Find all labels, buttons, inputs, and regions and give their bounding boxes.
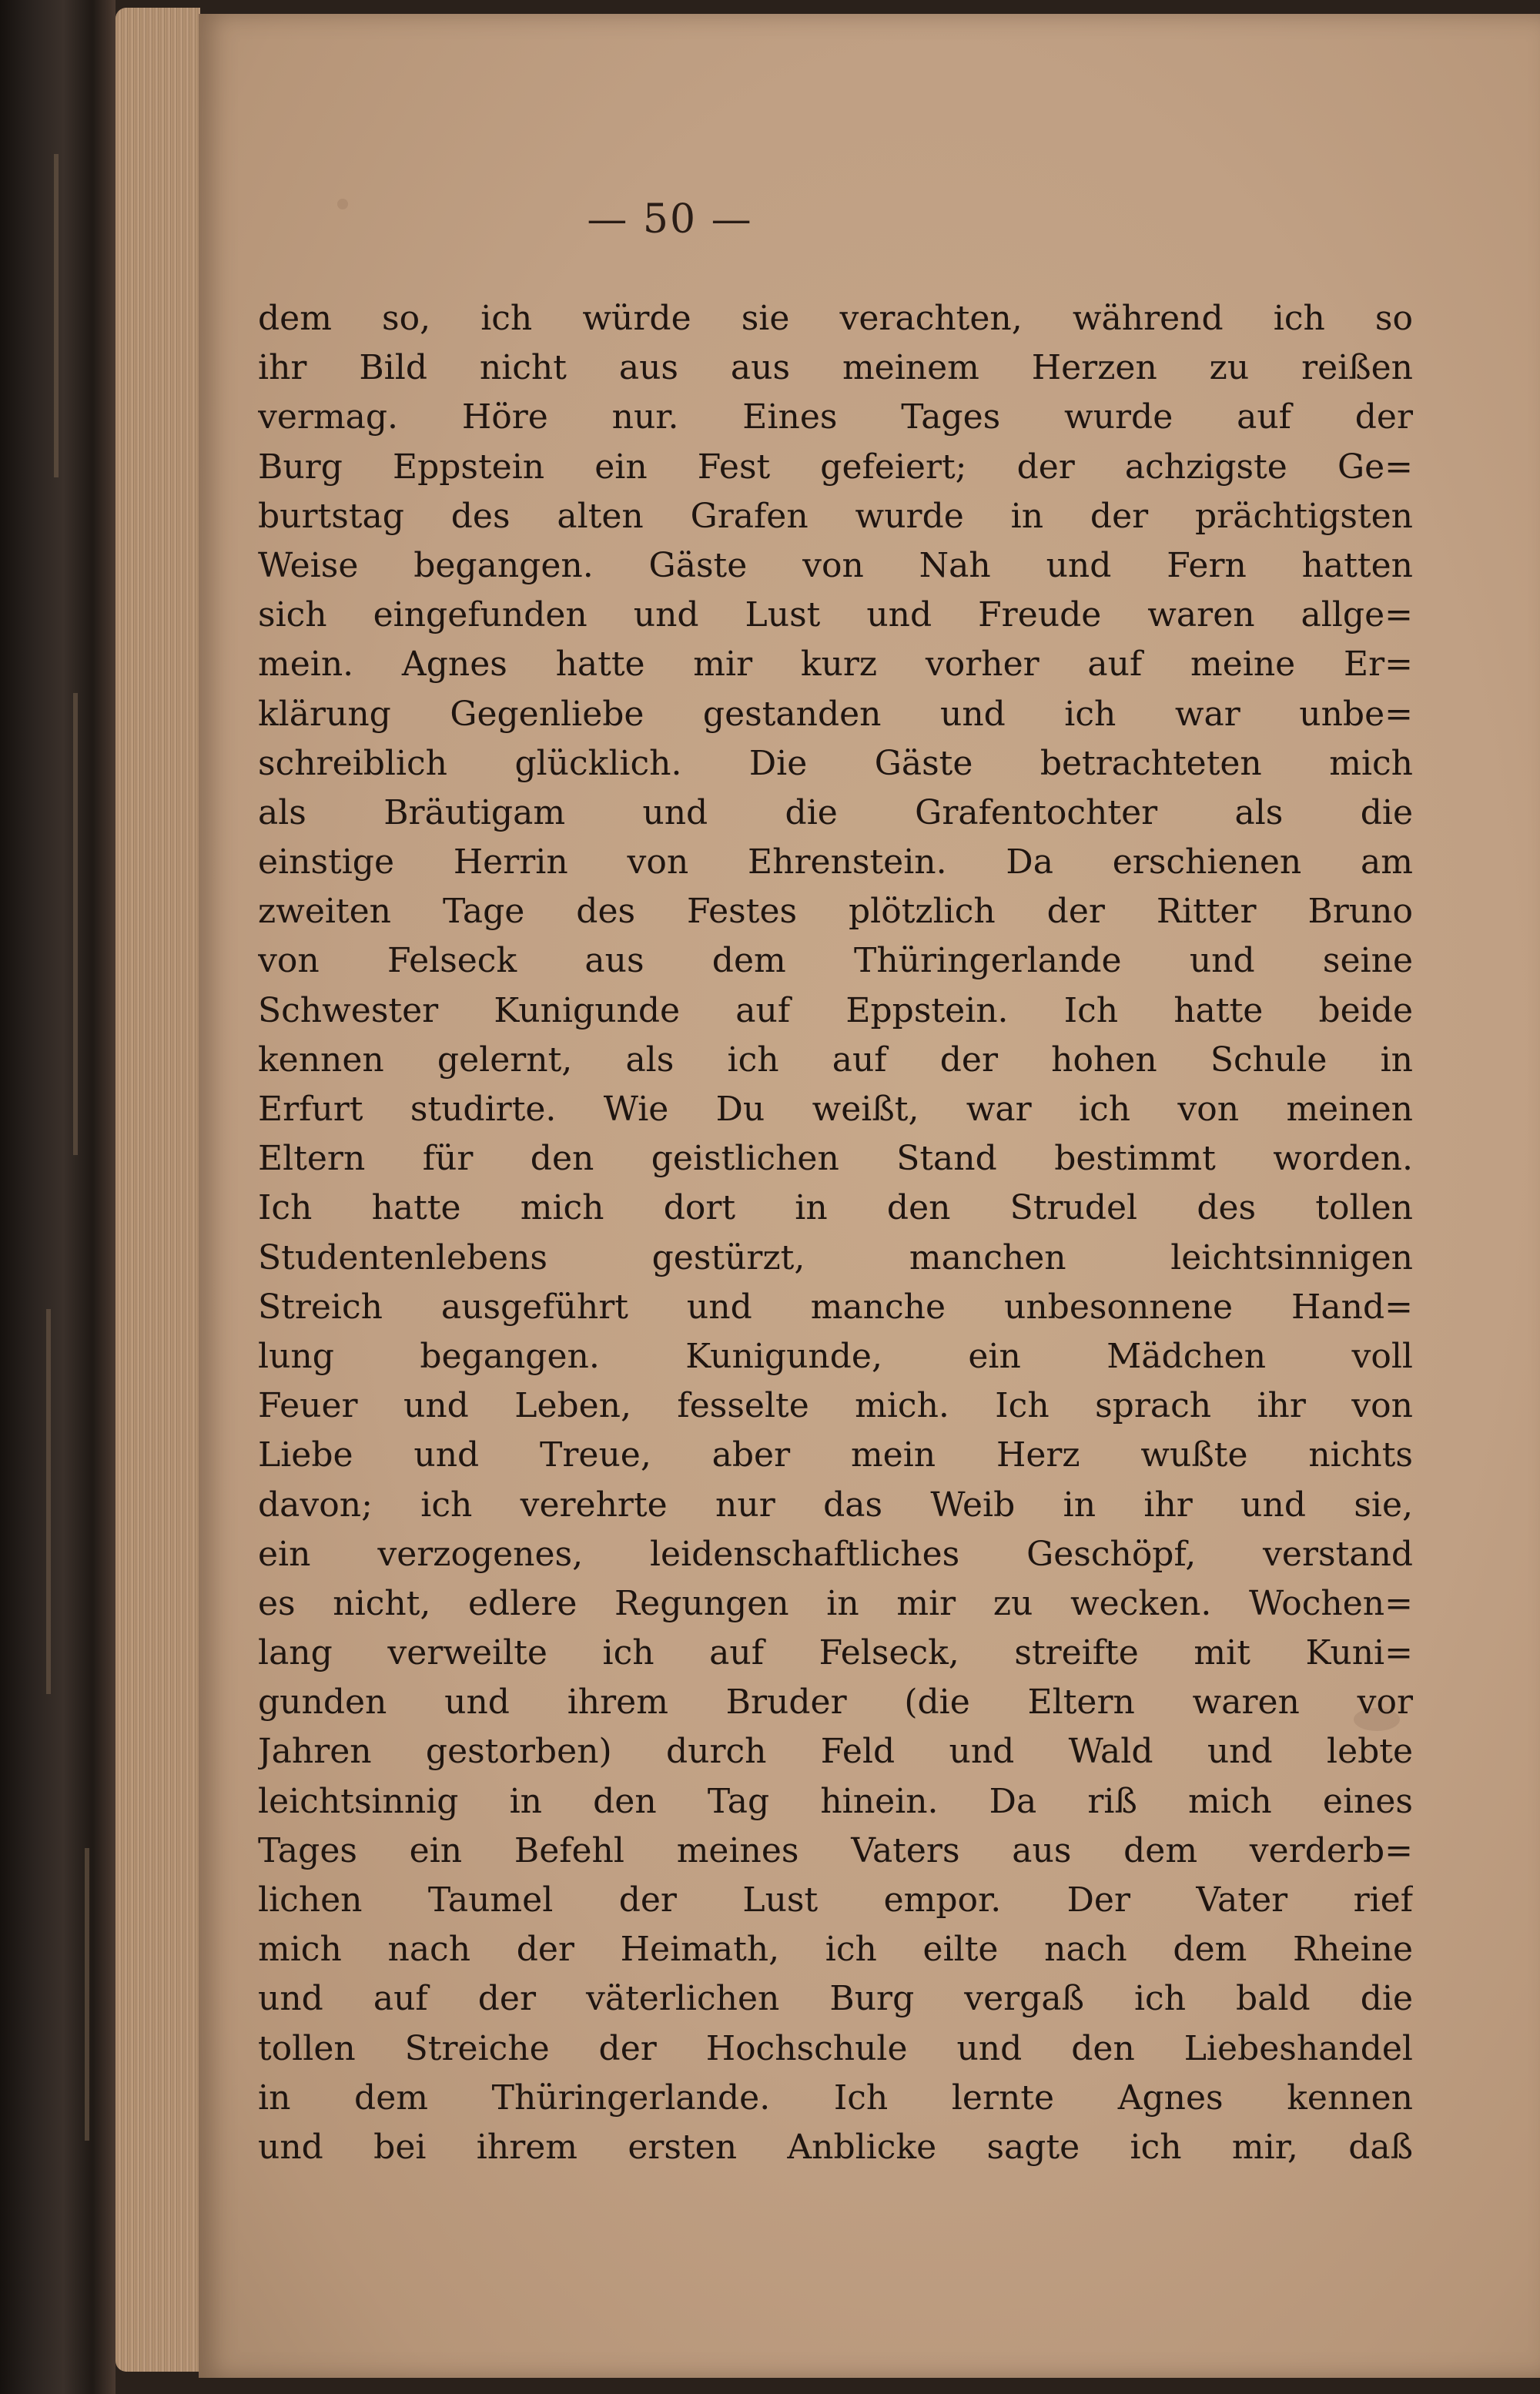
- page-edges: [116, 8, 200, 2372]
- text-line: ihr Bild nicht aus aus meinem Herzen zu reißen: [258, 348, 1413, 388]
- text-line: mein. Agnes hatte mir kurz vorher auf meine Er=: [258, 645, 1413, 685]
- text-line: ein verzogenes, leidenschaftliches Geschöpf, verstand: [258, 1534, 1413, 1574]
- text-line: Studentenlebens gestürzt, manchen leichtsinnigen: [258, 1237, 1413, 1277]
- text-line: zweiten Tage des Festes plötzlich der Ritter Bruno: [258, 892, 1413, 932]
- text-line: Burg Eppstein ein Fest gefeiert; der achzigste Ge=: [258, 447, 1413, 487]
- text-line: einstige Herrin von Ehrenstein. Da erschienen am: [258, 842, 1413, 882]
- text-line: Feuer und Leben, fesselte mich. Ich sprach ihr von: [258, 1386, 1413, 1426]
- text-line: dem so, ich würde sie verachten, während ich so: [258, 299, 1413, 338]
- body-text: [258, 294, 1413, 2172]
- text-line: es nicht, edlere Regungen in mir zu wecken. Wochen=: [258, 1583, 1413, 1623]
- text-line: tollen Streiche der Hochschule und den Liebeshandel: [258, 2028, 1413, 2068]
- text-line: gunden und ihrem Bruder (die Eltern waren vor: [258, 1682, 1413, 1723]
- text-line: sich eingefunden und Lust und Freude waren allge=: [258, 595, 1413, 635]
- page-number: — 50 —: [587, 196, 753, 243]
- text-line: von Felseck aus dem Thüringerlande und seine: [258, 941, 1413, 981]
- text-line: davon; ich verehrte nur das Weib in ihr und sie,: [258, 1485, 1413, 1525]
- text-line: kennen gelernt, als ich auf der hohen Schule in: [258, 1040, 1413, 1080]
- text-line: vermag. Höre nur. Eines Tages wurde auf der: [258, 397, 1413, 437]
- text-line: Eltern für den geistlichen Stand bestimmt worden.: [258, 1139, 1413, 1179]
- text-line: und bei ihrem ersten Anblicke sagte ich mir, daß: [258, 2127, 1413, 2167]
- text-line: Streich ausgeführt und manche unbesonnene Hand=: [258, 1287, 1413, 1327]
- text-line: leichtsinnig in den Tag hinein. Da riß mich eines: [258, 1781, 1413, 1821]
- text-line: schreiblich glücklich. Die Gäste betrachteten mich: [258, 743, 1413, 783]
- text-line: klärung Gegenliebe gestanden und ich war unbe=: [258, 694, 1413, 734]
- text-line: Liebe und Treue, aber mein Herz wußte nichts: [258, 1435, 1413, 1475]
- text-line: als Bräutigam und die Grafentochter als die: [258, 792, 1413, 832]
- text-line: Ich hatte mich dort in den Strudel des tollen: [258, 1188, 1413, 1228]
- text-line: Schwester Kunigunde auf Eppstein. Ich hatte beide: [258, 990, 1413, 1030]
- text-line: Tages ein Befehl meines Vaters aus dem verderb=: [258, 1830, 1413, 1870]
- text-line: Jahren gestorben) durch Feld und Wald und lebte: [258, 1732, 1413, 1772]
- text-line: lung begangen. Kunigunde, ein Mädchen voll: [258, 1336, 1413, 1376]
- book-spine: [0, 0, 116, 2394]
- text-line: Erfurt studirte. Wie Du weißt, war ich von meinen: [258, 1090, 1413, 1129]
- text-line: lichen Taumel der Lust empor. Der Vater rief: [258, 1880, 1413, 1920]
- text-line: burtstag des alten Grafen wurde in der prächtigsten: [258, 496, 1413, 536]
- text-line: in dem Thüringerlande. Ich lernte Agnes kennen: [258, 2078, 1413, 2118]
- text-line: und auf der väterlichen Burg vergaß ich bald die: [258, 1979, 1413, 2019]
- text-line: mich nach der Heimath, ich eilte nach dem Rheine: [258, 1930, 1413, 1970]
- text-line: Weise begangen. Gäste von Nah und Fern hatten: [258, 545, 1413, 585]
- text-line: lang verweilte ich auf Felseck, streifte mit Kuni=: [258, 1633, 1413, 1673]
